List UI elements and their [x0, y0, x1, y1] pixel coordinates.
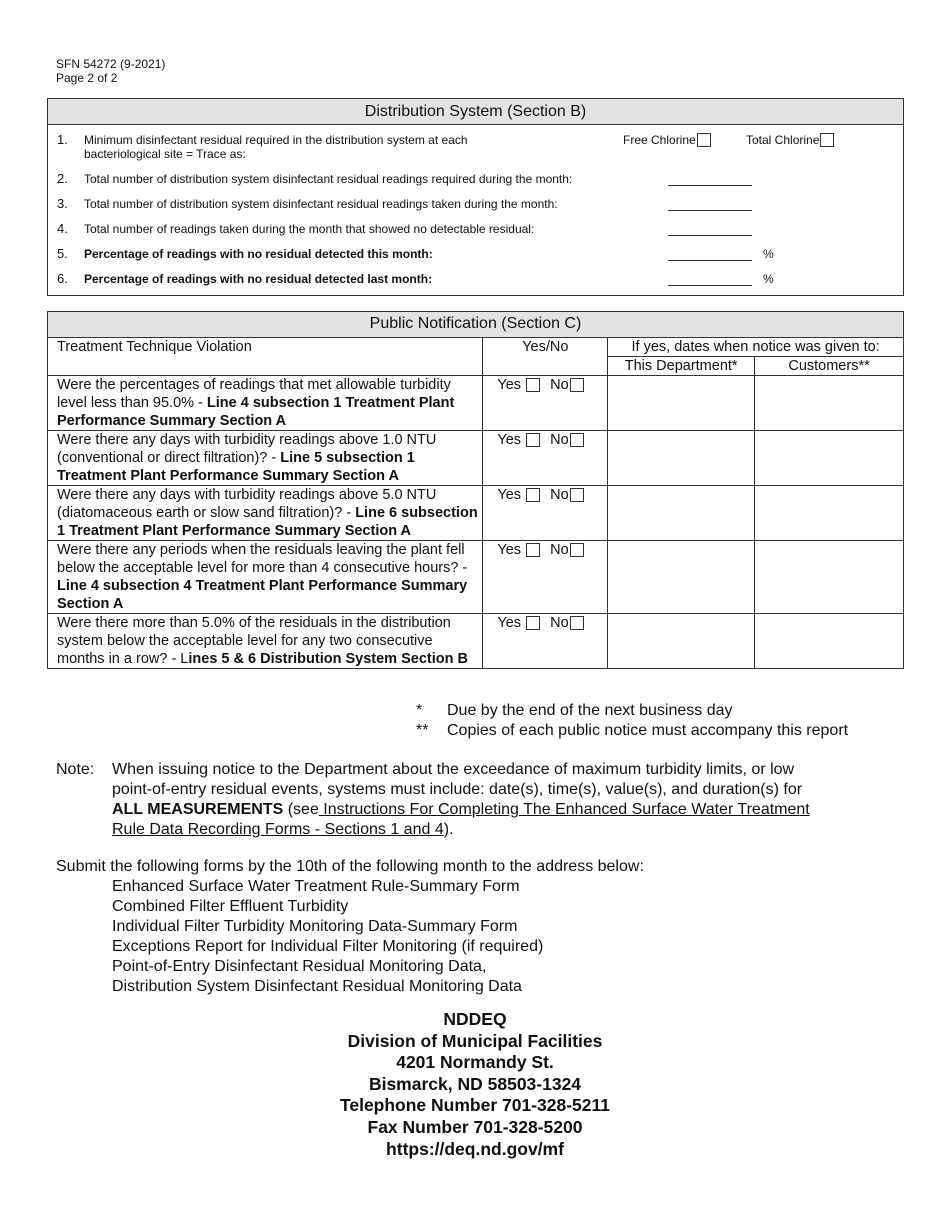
list-item: Distribution System Disinfectant Residual Monitoring Data: [112, 978, 522, 995]
no-option: [550, 614, 584, 632]
footnote-text: Due by the end of the next business day: [447, 702, 733, 719]
yes-label: Yes: [497, 615, 522, 631]
row-number: 5.: [57, 246, 68, 261]
violation-question: Were there any days with turbidity readings above 5.0 NTU (diatomaceous earth or slow sand filtration)? -: [57, 487, 437, 521]
percent-unit: %: [763, 272, 774, 286]
customers-date-cell[interactable]: [755, 486, 904, 541]
yes-label: Yes: [497, 487, 522, 503]
table-row: [48, 541, 904, 614]
no-residual-readings-field[interactable]: [668, 235, 752, 236]
violation-text: [48, 614, 483, 669]
no-option: [550, 431, 584, 449]
list-item: Individual Filter Turbidity Monitoring Data-Summary Form: [112, 918, 518, 935]
yes-option: [497, 541, 540, 559]
department-date-cell[interactable]: [608, 541, 755, 614]
violation-header: Treatment Technique Violation: [48, 338, 483, 376]
city-state-zip: Bismarck, ND 58503-1324: [368, 1073, 582, 1094]
violation-question: Were there any days with turbidity readings above 1.0 NTU (conventional or direct filtration)? -: [57, 432, 437, 466]
percent-unit: %: [763, 247, 774, 261]
violation-question: Were the percentages of readings that met allowable turbidity level less than 95.0% -: [57, 377, 451, 411]
department-date-cell[interactable]: [608, 376, 755, 431]
violation-text: [48, 541, 483, 614]
yesno-cell: [483, 486, 608, 541]
dates-header: If yes, dates when notice was given to:: [608, 338, 904, 357]
department-header: This Department*: [608, 357, 755, 376]
free-chlorine-label: Free Chlorine: [623, 133, 696, 147]
submit-instructions: [56, 857, 644, 997]
section-b-title: Distribution System (Section B): [48, 99, 903, 125]
yes-option: [497, 431, 540, 449]
violation-question: Were there more than 5.0% of the residuals in the distribution system below the acceptable level for any two consecutive months in a row? - L: [57, 615, 451, 667]
submit-intro: Submit the following forms by the 10th of the following month to the address below:: [56, 858, 644, 875]
footnote-mark: **: [416, 722, 429, 739]
row-number: 2.: [57, 171, 68, 186]
no-checkbox[interactable]: [570, 543, 584, 557]
note-label: Note:: [56, 761, 95, 778]
yes-option: [497, 486, 540, 504]
division-name: Division of Municipal Facilities: [347, 1030, 603, 1051]
fax: Fax Number 701-328-5200: [367, 1116, 583, 1137]
total-chlorine-checkbox[interactable]: [820, 133, 834, 147]
violation-reference: Line 5 subsection 1 Treatment Plant Performance Summary Section A: [57, 450, 415, 484]
form-number: SFN 54272 (9-2021): [56, 57, 166, 71]
customers-date-cell[interactable]: [755, 541, 904, 614]
readings-taken-field[interactable]: [668, 210, 752, 211]
note-block: [56, 760, 836, 840]
org-name: NDDEQ: [443, 1009, 507, 1029]
table-row: [48, 486, 904, 541]
customers-date-cell[interactable]: [755, 431, 904, 486]
website: https://deq.nd.gov/mf: [386, 1138, 564, 1159]
customers-date-cell[interactable]: [755, 376, 904, 431]
row-text: Percentage of readings with no residual detected last month:: [84, 272, 433, 286]
yes-label: Yes: [497, 432, 522, 448]
yes-checkbox[interactable]: [526, 378, 540, 392]
yes-label: Yes: [497, 377, 522, 393]
violation-reference: Line 4 subsection 4 Treatment Plant Performance Summary Section A: [57, 578, 468, 612]
section-b: [47, 98, 904, 296]
free-chlorine-option: [623, 133, 711, 147]
note-text: When issuing notice to the Department about the exceedance of maximum turbidity limits, or low point-of-entry residual events, systems must include: date(s), time(s), value(s), and duration(s) for: [112, 761, 803, 798]
no-label: No: [550, 487, 569, 503]
row-number: 6.: [57, 271, 68, 286]
row-number: 1.: [57, 132, 68, 147]
footnote-text: Copies of each public notice must accompany this report: [447, 722, 849, 739]
instructions-reference: Instructions For Completing The Enhanced Surface Water Treatment Rule Data Recording Forms - Sections 1 and 4: [112, 801, 810, 838]
row-number: 4.: [57, 221, 68, 236]
department-date-cell[interactable]: [608, 614, 755, 669]
total-chlorine-label: Total Chlorine: [746, 133, 820, 147]
department-date-cell[interactable]: [608, 486, 755, 541]
no-checkbox[interactable]: [570, 433, 584, 447]
readings-required-field[interactable]: [668, 185, 752, 186]
yes-label: Yes: [497, 542, 522, 558]
table-row: [48, 376, 904, 431]
customers-header: Customers**: [755, 357, 904, 376]
no-label: No: [550, 377, 569, 393]
yesno-cell: [483, 376, 608, 431]
no-label: No: [550, 542, 569, 558]
violation-reference: Line 4 subsection 1 Treatment Plant Performance Summary Section A: [57, 395, 455, 429]
total-chlorine-option: [746, 133, 834, 147]
telephone: Telephone Number 701-328-5211: [339, 1095, 611, 1116]
violation-text: [48, 431, 483, 486]
no-option: [550, 376, 584, 394]
footnote-mark: *: [416, 702, 423, 719]
table-row: [48, 431, 904, 486]
no-label: No: [550, 615, 569, 631]
percent-last-month-field[interactable]: [668, 285, 752, 286]
list-item: Point-of-Entry Disinfectant Residual Monitoring Data,: [112, 958, 487, 975]
note-emphasis: ALL MEASUREMENTS: [112, 801, 284, 818]
row-text: Total number of readings taken during the month that showed no detectable residual:: [84, 222, 535, 236]
footnote-single-star: [416, 701, 848, 721]
footnotes: [416, 701, 848, 741]
violation-text: [48, 486, 483, 541]
yes-option: [497, 376, 540, 394]
yesno-cell: [483, 541, 608, 614]
forms-list: [112, 877, 644, 997]
section-c-table: [47, 311, 904, 669]
no-checkbox[interactable]: [570, 488, 584, 502]
mailing-address: [0, 1009, 950, 1160]
yes-checkbox[interactable]: [526, 488, 540, 502]
customers-date-cell[interactable]: [755, 614, 904, 669]
list-item: Exceptions Report for Individual Filter Monitoring (if required): [112, 938, 544, 955]
note-body: [112, 760, 836, 840]
percent-this-month-field[interactable]: [668, 260, 752, 261]
yes-checkbox[interactable]: [526, 543, 540, 557]
footnote-double-star: [416, 721, 848, 741]
street-address: 4201 Normandy St.: [396, 1052, 554, 1073]
row-text: Total number of distribution system disinfectant residual readings taken during the month:: [84, 197, 558, 211]
yesno-cell: [483, 614, 608, 669]
yes-checkbox[interactable]: [526, 433, 540, 447]
note-text: ).: [443, 821, 454, 838]
no-label: No: [550, 432, 569, 448]
violation-question: Were there any periods when the residuals leaving the plant fell below the acceptable level for more than 4 consecutive hours? -: [57, 542, 468, 576]
form-header: [56, 57, 165, 85]
free-chlorine-checkbox[interactable]: [697, 133, 711, 147]
no-option: [550, 541, 584, 559]
yesno-header: Yes/No: [483, 338, 608, 376]
row-number: 3.: [57, 196, 68, 211]
note-text: (see: [283, 801, 319, 818]
no-checkbox[interactable]: [570, 378, 584, 392]
violation-text: [48, 376, 483, 431]
no-checkbox[interactable]: [570, 616, 584, 630]
yes-option: [497, 614, 540, 632]
row-text: Total number of distribution system disinfectant residual readings required during the month:: [84, 172, 573, 186]
yesno-cell: [483, 431, 608, 486]
row-text: Minimum disinfectant residual required in the distribution system at each bacteriological site = Trace as:: [84, 133, 468, 161]
row-text: Percentage of readings with no residual detected this month:: [84, 247, 433, 261]
table-row: [48, 614, 904, 669]
violation-reference: ines 5 & 6 Distribution System Section B: [188, 651, 468, 667]
list-item: Enhanced Surface Water Treatment Rule-Summary Form: [112, 878, 520, 895]
list-item: Combined Filter Effluent Turbidity: [112, 898, 349, 915]
yes-checkbox[interactable]: [526, 616, 540, 630]
no-option: [550, 486, 584, 504]
section-c-title: Public Notification (Section C): [48, 312, 904, 338]
violation-reference: Line 6 subsection 1 Treatment Plant Performance Summary Section A: [57, 505, 478, 539]
page-number: Page 2 of 2: [56, 71, 118, 85]
department-date-cell[interactable]: [608, 431, 755, 486]
